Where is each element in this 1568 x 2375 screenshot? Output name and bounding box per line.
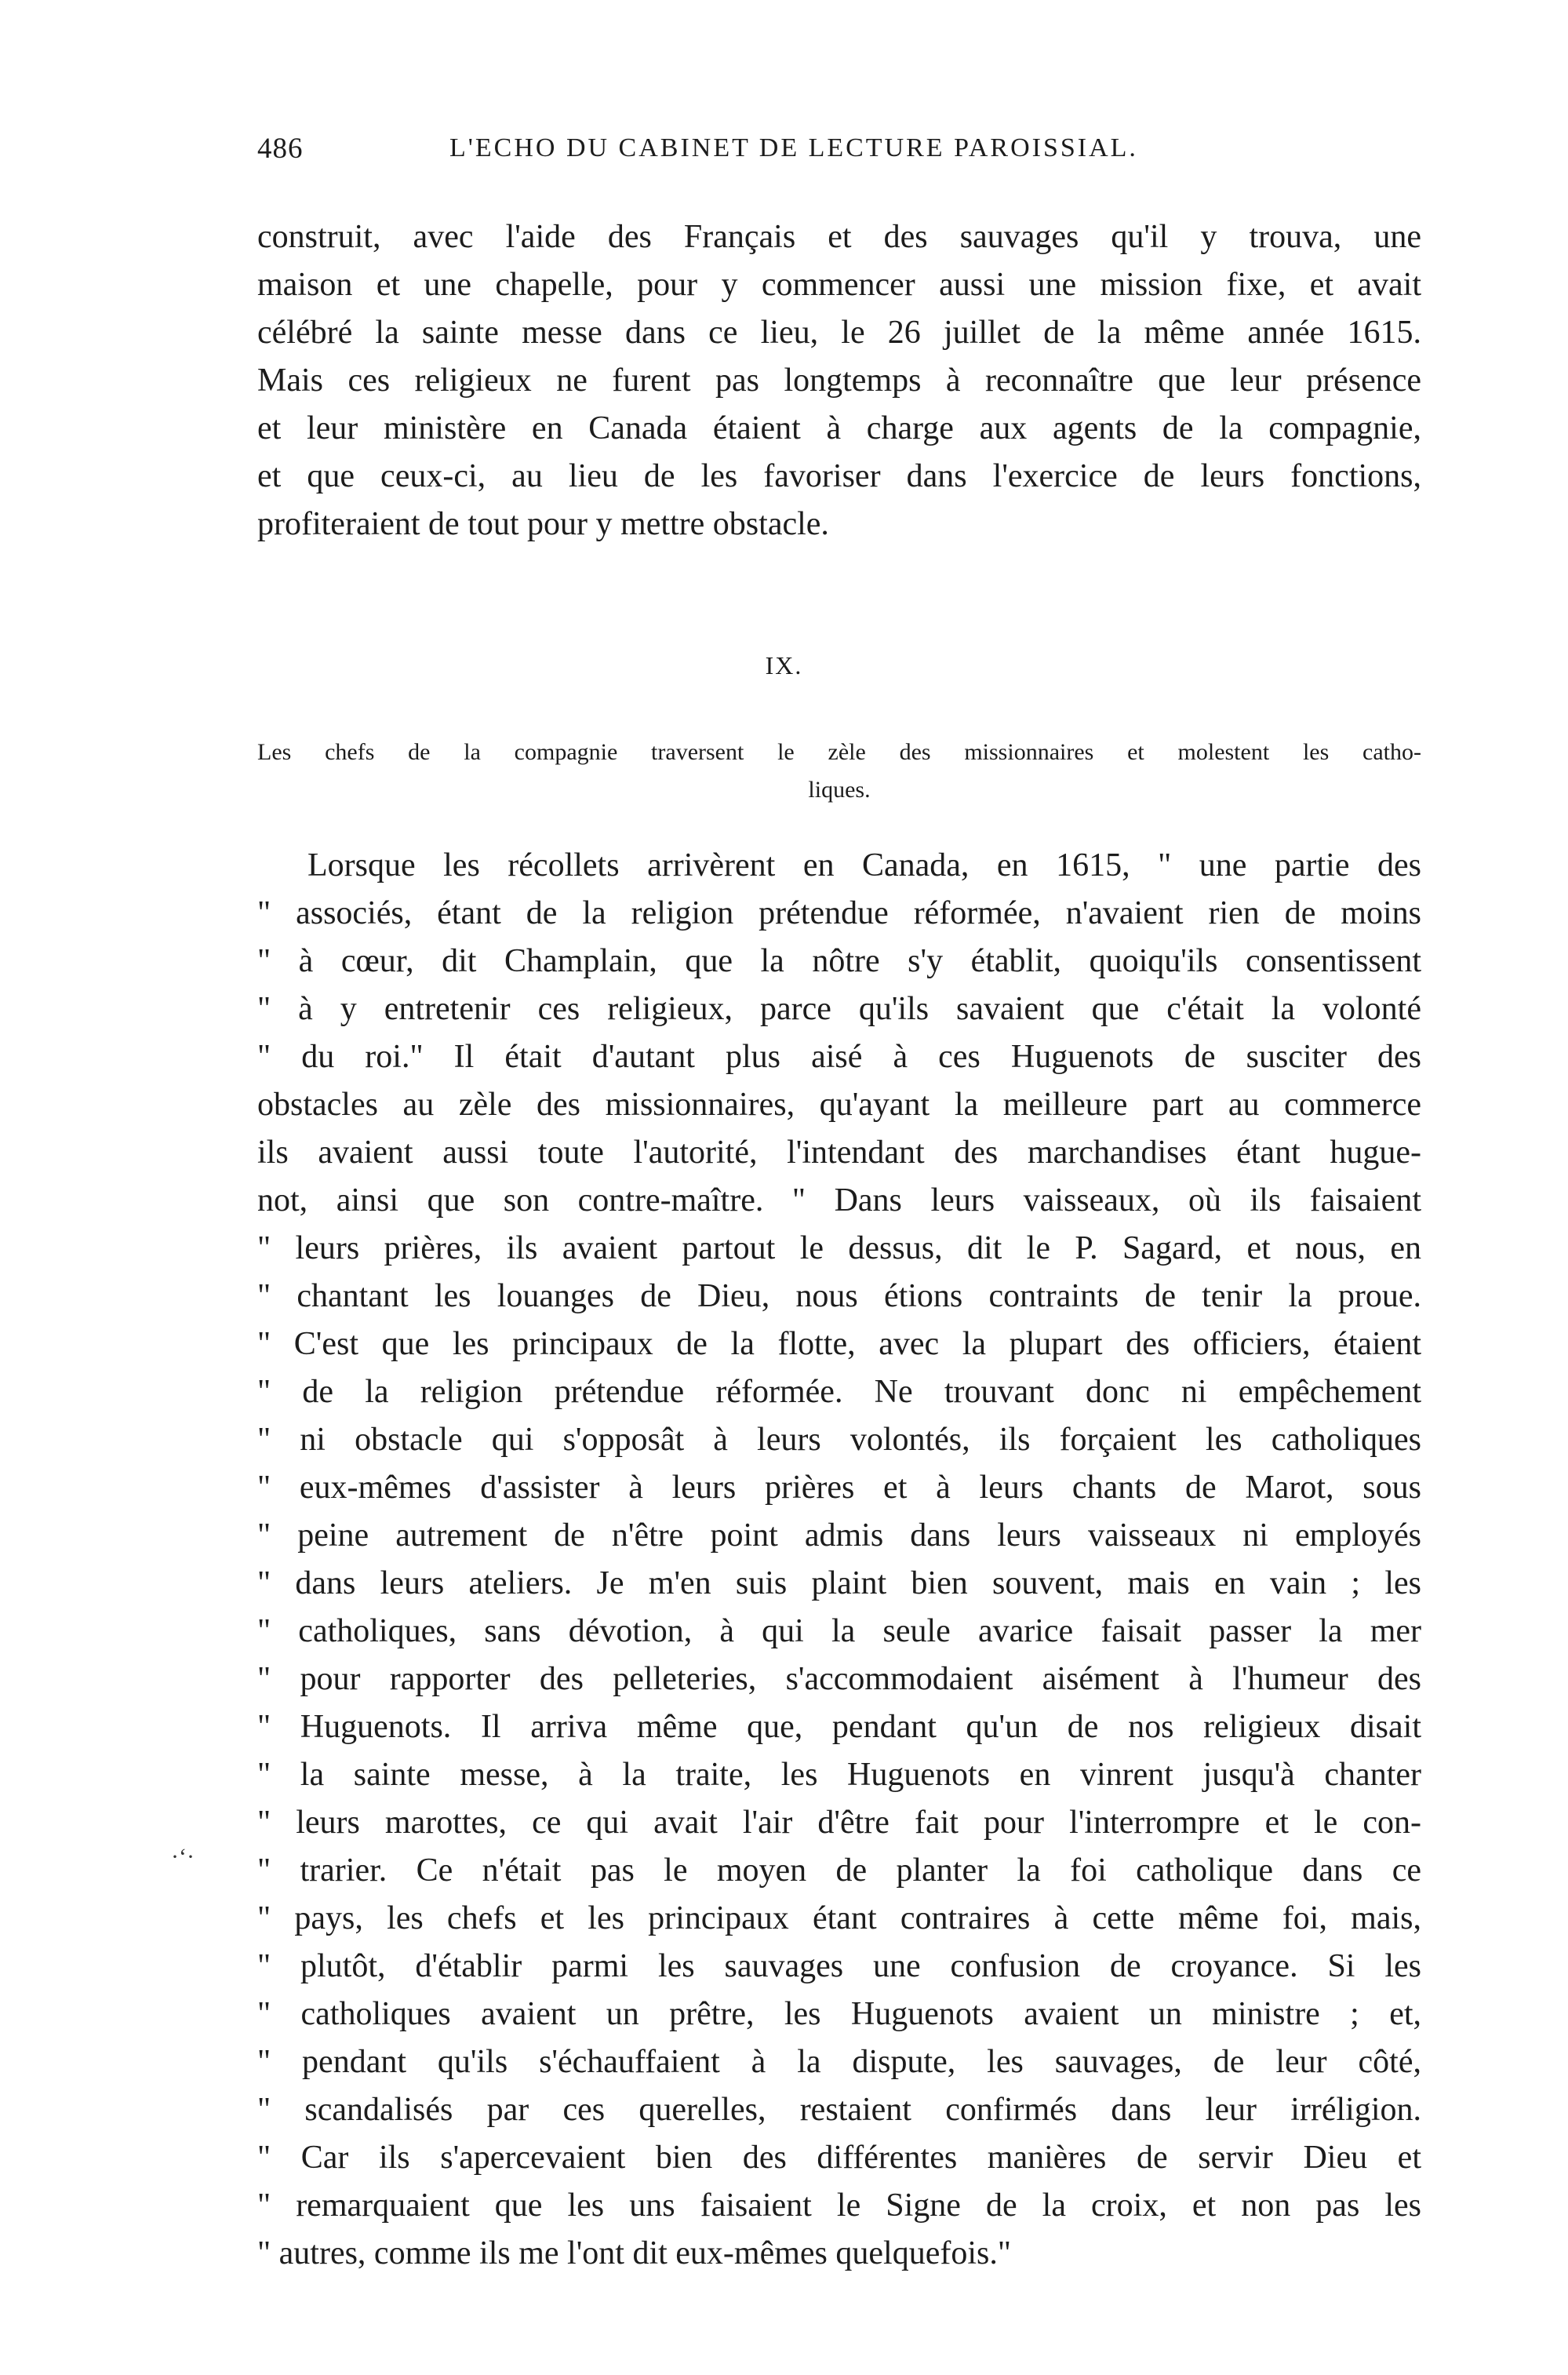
text-line: " catholiques, sans dévotion, à qui la seule avarice faisait passer la mer (257, 1613, 1421, 1649)
text-line: " autres, comme ils me l'ont dit eux-mêmes quelquefois." (257, 2235, 1011, 2271)
text-line: " du roi." Il était d'autant plus aisé à ces Huguenots de susciter des (257, 1039, 1421, 1075)
text-line: " à cœur, dit Champlain, que la nôtre s'y établit, quoiqu'ils consentissent (257, 943, 1421, 979)
stray-ink-mark: ·ʻ· (171, 1844, 195, 1870)
text-line: not, ainsi que son contre-maître. " Dans leurs vaisseaux, où ils faisaient (257, 1182, 1421, 1218)
text-line: maison et une chapelle, pour y commencer aussi une mission fixe, et avait (257, 267, 1421, 303)
text-line: " catholiques avaient un prêtre, les Huguenots avaient un ministre ; et, (257, 1996, 1421, 2032)
text-line: " pays, les chefs et les principaux étant contraires à cette même foi, mais, (257, 1900, 1421, 1936)
text-line: et leur ministère en Canada étaient à charge aux agents de la compagnie, (257, 410, 1421, 446)
text-line: " de la religion prétendue réformée. Ne trouvant donc ni empêchement (257, 1374, 1421, 1410)
text-line: Les chefs de la compagnie traversent le zèle des missionnaires et molestent les catho- (257, 739, 1421, 765)
text-line: ils avaient aussi toute l'autorité, l'intendant des marchandises étant hugue- (257, 1135, 1421, 1171)
page-number: 486 (257, 133, 304, 165)
text-line: Mais ces religieux ne furent pas longtemps à reconnaître que leur présence (257, 362, 1421, 399)
text-line: construit, avec l'aide des Français et des sauvages qu'il y trouva, une (257, 219, 1421, 255)
text-line: " pour rapporter des pelleteries, s'accommodaient aisément à l'humeur des (257, 1661, 1421, 1697)
running-title: L'ECHO DU CABINET DE LECTURE PAROISSIAL. (449, 133, 1138, 162)
text-line: " à y entretenir ces religieux, parce qu'ils savaient que c'était la volonté (257, 991, 1421, 1027)
section-summary (257, 734, 1421, 809)
text-line: " chantant les louanges de Dieu, nous étions contraints de tenir la proue. (257, 1278, 1421, 1314)
text-line: Lorsque les récollets arrivèrent en Canada, en 1615, " une partie des (307, 847, 1421, 883)
text-line: " scandalisés par ces querelles, restaient confirmés dans leur irréligion. (257, 2092, 1421, 2128)
text-line: " pendant qu'ils s'échauffaient à la dispute, les sauvages, de leur côté, (257, 2044, 1421, 2080)
text-line: " peine autrement de n'être point admis dans leurs vaisseaux ni employés (257, 1517, 1421, 1554)
text-line: " Car ils s'apercevaient bien des différentes manières de servir Dieu et (257, 2140, 1421, 2176)
text-line: profiteraient de tout pour y mettre obstacle. (257, 506, 829, 542)
text-line: " Huguenots. Il arriva même que, pendant qu'un de nos religieux disait (257, 1709, 1421, 1745)
running-header (257, 132, 1418, 171)
text-line: " associés, étant de la religion prétendue réformée, n'avaient rien de moins (257, 895, 1421, 931)
text-line: " leurs prières, ils avaient partout le dessus, dit le P. Sagard, et nous, en (257, 1230, 1421, 1266)
text-line: " eux-mêmes d'assister à leurs prières et à leurs chants de Marot, sous (257, 1470, 1421, 1506)
text-line: " la sainte messe, à la traite, les Huguenots en vinrent jusqu'à chanter (257, 1757, 1421, 1793)
text-line: " ni obstacle qui s'opposât à leurs volontés, ils forçaient les catholiques (257, 1422, 1421, 1458)
text-line: " C'est que les principaux de la flotte, avec la plupart des officiers, étaient (257, 1326, 1421, 1362)
text-line: " remarquaient que les uns faisaient le Signe de la croix, et non pas les (257, 2187, 1421, 2224)
text-line: et que ceux-ci, au lieu de les favoriser dans l'exercice de leurs fonctions, (257, 458, 1421, 494)
paragraph-main (257, 842, 1421, 2278)
text-line: célébré la sainte messe dans ce lieu, le 26 juillet de la même année 1615. (257, 315, 1421, 351)
section-number: IX. (765, 651, 803, 679)
text-line: " plutôt, d'établir parmi les sauvages une confusion de croyance. Si les (257, 1948, 1421, 1984)
text-line: " leurs marottes, ce qui avait l'air d'être fait pour l'interrompre et le con- (257, 1805, 1421, 1841)
text-line: " dans leurs ateliers. Je m'en suis plaint bien souvent, mais en vain ; les (257, 1565, 1421, 1601)
text-line: liques. (808, 777, 871, 803)
text-line: obstacles au zèle des missionnaires, qu'ayant la meilleure part au commerce (257, 1087, 1421, 1123)
paragraph-continued (257, 213, 1421, 548)
text-line: " trarier. Ce n'était pas le moyen de planter la foi catholique dans ce (257, 1852, 1421, 1889)
